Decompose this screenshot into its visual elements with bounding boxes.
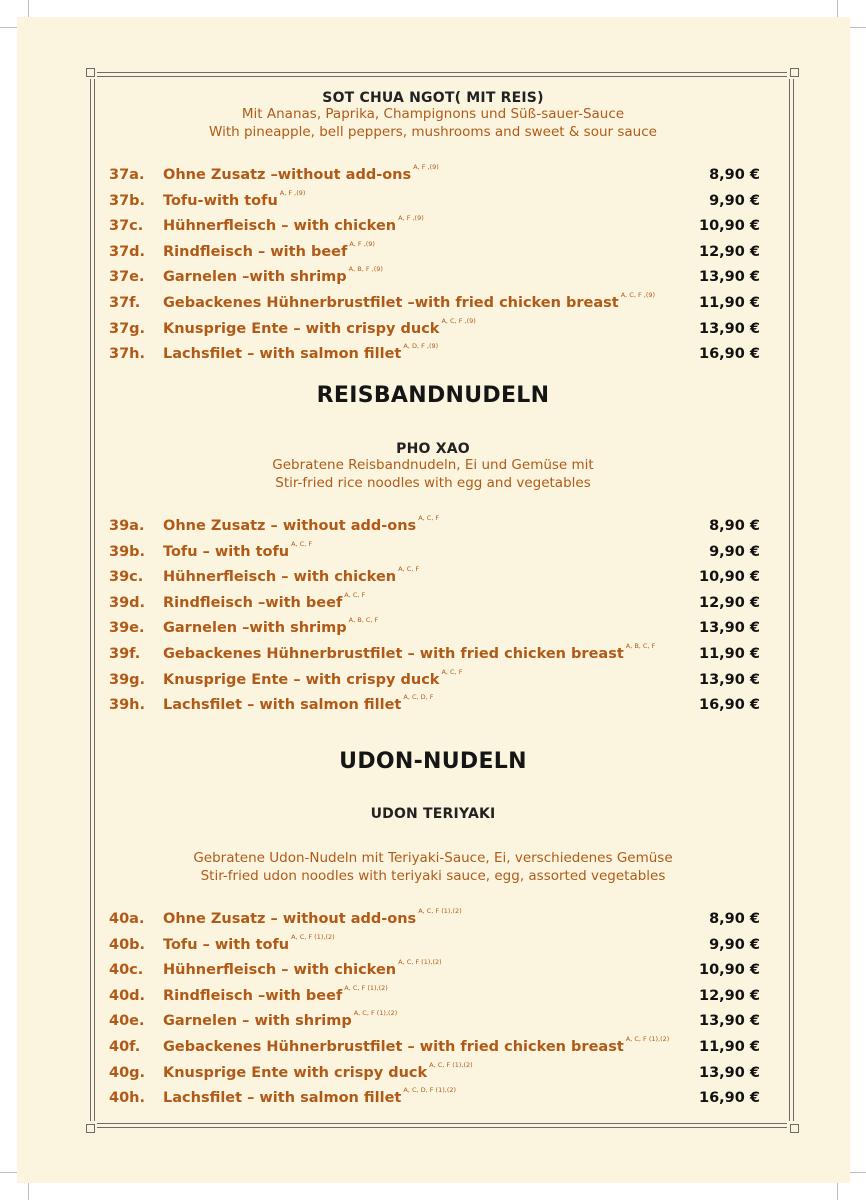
- menu-item-row: [109, 1060, 760, 1087]
- menu-item-name-text: Gebackenes Hühnerbrustfilet – with fried chicken breast: [163, 646, 624, 662]
- menu-item-price: 11,90 €: [698, 295, 760, 311]
- menu-item-row: [109, 983, 760, 1010]
- dish-description-de: Gebratene Udon-Nudeln mit Teriyaki-Sauce, Ei, verschiedenes Gemüse: [193, 850, 673, 866]
- menu-item-row: [109, 565, 760, 591]
- allergen-codes: A, C, D, F (1),(2): [403, 1086, 457, 1095]
- menu-item-row: [109, 667, 760, 694]
- menu-item-price: 9,90 €: [709, 543, 760, 560]
- allergen-codes: A, F ,(9): [279, 188, 306, 197]
- menu-item-name: [163, 239, 375, 260]
- dish-description-de: Gebratene Reisbandnudeln, Ei und Gemüse mit: [272, 457, 594, 473]
- menu-item-price: 12,90 €: [698, 243, 760, 260]
- menu-item-price: 13,90 €: [698, 620, 760, 637]
- menu-item-price: 10,90 €: [698, 962, 760, 979]
- menu-item-price: 12,90 €: [698, 987, 760, 1004]
- menu-item-code: 37a.: [109, 167, 145, 183]
- menu-item-code: 37h.: [109, 346, 146, 363]
- allergen-codes: A, C, F: [441, 667, 463, 676]
- menu-item-row: [109, 932, 760, 959]
- menu-item-name-text: Garnelen –with shrimp: [163, 620, 347, 637]
- allergen-codes: A, C, F: [398, 565, 420, 574]
- allergen-codes: A, C, F (1),(2): [353, 1009, 398, 1018]
- menu-item-row: [109, 214, 760, 240]
- menu-item-code: 39h.: [109, 697, 146, 714]
- menu-item-name: [163, 316, 476, 337]
- menu-item-row: [109, 590, 760, 617]
- menu-item-row: [109, 239, 760, 266]
- menu-item-name-text: Lachsfilet – with salmon fillet: [163, 1090, 402, 1107]
- menu-item-code: 37e.: [109, 269, 145, 286]
- menu-item-price: 16,90 €: [698, 697, 760, 714]
- menu-item-row: [109, 1035, 760, 1061]
- menu-item-name-text: Rindfleisch – with beef: [163, 243, 348, 260]
- menu-item-price: 8,90 €: [709, 167, 760, 183]
- menu-item-name-text: Gebackenes Hühnerbrustfilet –with fried chicken breast: [163, 295, 619, 311]
- menu-item-name: [163, 983, 388, 1004]
- menu-item-row: [109, 539, 760, 566]
- allergen-codes: A, D, F ,(9): [403, 342, 439, 351]
- allergen-codes: A, B, F ,(9): [348, 265, 383, 274]
- menu-item-name: [163, 214, 424, 235]
- menu-item-price: 11,90 €: [698, 1039, 760, 1055]
- menu-item-row: [109, 291, 760, 317]
- menu-item-name-text: Garnelen –with shrimp: [163, 269, 347, 286]
- allergen-codes: A, C, F (1),(2): [625, 1035, 670, 1043]
- menu-item-name-text: Rindfleisch –with beef: [163, 594, 343, 611]
- menu-item-code: 39a.: [109, 518, 145, 534]
- menu-item-price: 10,90 €: [698, 218, 760, 235]
- menu-item-name: [163, 590, 366, 611]
- allergen-codes: A, C, F ,(9): [620, 291, 656, 299]
- allergen-codes: A, C, F (1),(2): [398, 958, 442, 967]
- menu-item-name: [163, 1035, 670, 1055]
- menu-item-code: 37f.: [109, 295, 141, 311]
- menu-item-code: 37c.: [109, 218, 144, 235]
- menu-item-code: 37d.: [109, 243, 146, 260]
- menu-item-name-text: Rindfleisch –with beef: [163, 987, 343, 1004]
- menu-item-name-text: Ohne Zusatz – without add-ons: [163, 911, 417, 927]
- menu-item-name: [163, 1060, 473, 1081]
- menu-item-code: 37b.: [109, 192, 146, 209]
- menu-item-code: 39f.: [109, 646, 141, 662]
- menu-item-name: [163, 291, 656, 311]
- allergen-codes: A, B, C, F: [625, 642, 656, 650]
- dish-description-en: Stir-fried rice noodles with egg and vegetables: [275, 475, 591, 491]
- menu-item-name: [163, 514, 440, 534]
- menu-item-name: [163, 642, 656, 662]
- allergen-codes: A, C, F (1),(2): [418, 907, 462, 915]
- allergen-codes: A, F ,(9): [349, 239, 375, 248]
- allergen-codes: A, C, F: [418, 514, 440, 522]
- dish-title-udon-teriyaki: UDON TERIYAKI: [370, 806, 496, 822]
- menu-item-name-text: Knusprige Ente with crispy duck: [163, 1064, 428, 1081]
- menu-item-price: 16,90 €: [698, 1090, 760, 1107]
- menu-item-name-text: Tofu – with tofu: [163, 543, 290, 560]
- menu-item-row: [109, 693, 760, 719]
- menu-item-name: [163, 693, 434, 714]
- menu-item-price: 13,90 €: [698, 320, 760, 337]
- menu-item-row: [109, 907, 760, 933]
- menu-item-price: 11,90 €: [698, 646, 760, 662]
- menu-item-row: [109, 342, 760, 368]
- menu-item-row: [109, 958, 760, 984]
- menu-item-name: [163, 539, 313, 560]
- allergen-codes: A, F ,(9): [413, 163, 439, 171]
- menu-item-name-text: Knusprige Ente – with crispy duck: [163, 671, 440, 688]
- menu-item-price: 9,90 €: [709, 936, 760, 953]
- menu-item-name: [163, 163, 439, 183]
- menu-item-name-text: Gebackenes Hühnerbrustfilet – with fried chicken breast: [163, 1039, 624, 1055]
- menu-item-price: 9,90 €: [709, 192, 760, 209]
- menu-item-row: [109, 1009, 760, 1035]
- allergen-codes: A, C, F (1),(2): [429, 1060, 473, 1069]
- allergen-codes: A, C, F: [344, 590, 366, 599]
- menu-item-name-text: Hühnerfleisch – with chicken: [163, 962, 397, 979]
- dish-description-de: Mit Ananas, Paprika, Champignons und Süß-sauer-Sauce: [241, 106, 625, 122]
- dish-title-sot-chua-ngot: SOT CHUA NGOT( MIT REIS): [322, 90, 544, 106]
- menu-item-code: 39g.: [109, 671, 146, 688]
- menu-item-code: 39e.: [109, 620, 145, 637]
- menu-item-code: 39b.: [109, 543, 146, 560]
- allergen-codes: A, B, C, F: [348, 616, 379, 625]
- menu-item-name: [163, 265, 383, 286]
- allergen-codes: A, C, F (1),(2): [291, 932, 335, 941]
- menu-item-name-text: Lachsfilet – with salmon fillet: [163, 346, 402, 363]
- crop-mark: [28, 1180, 29, 1200]
- menu-item-name: [163, 565, 420, 586]
- menu-item-name-text: Knusprige Ente – with crispy duck: [163, 320, 440, 337]
- menu-item-name: [163, 342, 439, 363]
- menu-item-name-text: Ohne Zusatz – without add-ons: [163, 518, 417, 534]
- dish-description-en: With pineapple, bell peppers, mushrooms and sweet & sour sauce: [209, 124, 657, 140]
- menu-item-name-text: Hühnerfleisch – with chicken: [163, 218, 397, 235]
- menu-item-name: [163, 907, 462, 927]
- menu-item-name-text: Garnelen – with shrimp: [163, 1013, 352, 1030]
- allergen-codes: A, C, D, F: [403, 693, 434, 702]
- menu-item-row: [109, 316, 760, 343]
- menu-item-code: 40g.: [109, 1064, 146, 1081]
- dish-title-pho-xao: PHO XAO: [396, 441, 470, 457]
- menu-item-code: 40a.: [109, 911, 145, 927]
- menu-item-name-text: Lachsfilet – with salmon fillet: [163, 697, 402, 714]
- menu-item-name: [163, 188, 306, 209]
- section-heading-reisbandnudeln: REISBANDNUDELN: [316, 383, 550, 408]
- menu-item-price: 12,90 €: [698, 594, 760, 611]
- menu-item-name: [163, 1086, 457, 1107]
- allergen-codes: A, C, F ,(9): [441, 316, 476, 325]
- menu-item-code: 40c.: [109, 962, 144, 979]
- allergen-codes: A, C, F (1),(2): [344, 983, 388, 992]
- allergen-codes: A, F ,(9): [398, 214, 424, 223]
- menu-item-code: 37g.: [109, 320, 146, 337]
- menu-item-price: 13,90 €: [698, 269, 760, 286]
- menu-item-row: [109, 1086, 760, 1112]
- menu-item-name-text: Ohne Zusatz –without add-ons: [163, 167, 412, 183]
- dish-description-en: Stir-fried udon noodles with teriyaki sauce, egg, assorted vegetables: [200, 868, 666, 884]
- menu-item-row: [109, 514, 760, 540]
- menu-item-name: [163, 667, 463, 688]
- menu-item-price: 8,90 €: [709, 911, 760, 927]
- menu-item-name-text: Hühnerfleisch – with chicken: [163, 569, 397, 586]
- menu-item-row: [109, 642, 760, 668]
- menu-item-row: [109, 188, 760, 215]
- menu-item-name-text: Tofu – with tofu: [163, 936, 290, 953]
- crop-mark: [837, 1180, 838, 1200]
- menu-item-price: 13,90 €: [698, 671, 760, 688]
- menu-item-price: 10,90 €: [698, 569, 760, 586]
- menu-item-name: [163, 616, 379, 637]
- menu-item-row: [109, 265, 760, 291]
- menu-item-price: 8,90 €: [709, 518, 760, 534]
- menu-item-code: 40d.: [109, 987, 146, 1004]
- menu-item-code: 40b.: [109, 936, 146, 953]
- menu-item-code: 40e.: [109, 1013, 145, 1030]
- section-heading-udon-nudeln: UDON-NUDELN: [339, 749, 527, 774]
- menu-item-name: [163, 958, 442, 979]
- allergen-codes: A, C, F: [291, 539, 313, 548]
- menu-item-row: [109, 616, 760, 642]
- menu-item-code: 39d.: [109, 594, 146, 611]
- menu-item-code: 39c.: [109, 569, 144, 586]
- menu-item-code: 40h.: [109, 1090, 146, 1107]
- menu-item-price: 13,90 €: [698, 1013, 760, 1030]
- menu-item-price: 16,90 €: [698, 346, 760, 363]
- menu-item-name: [163, 932, 335, 953]
- menu-item-price: 13,90 €: [698, 1064, 760, 1081]
- menu-item-code: 40f.: [109, 1039, 141, 1055]
- menu-item-row: [109, 163, 760, 189]
- menu-item-name: [163, 1009, 398, 1030]
- menu-item-name-text: Tofu-with tofu: [163, 192, 278, 209]
